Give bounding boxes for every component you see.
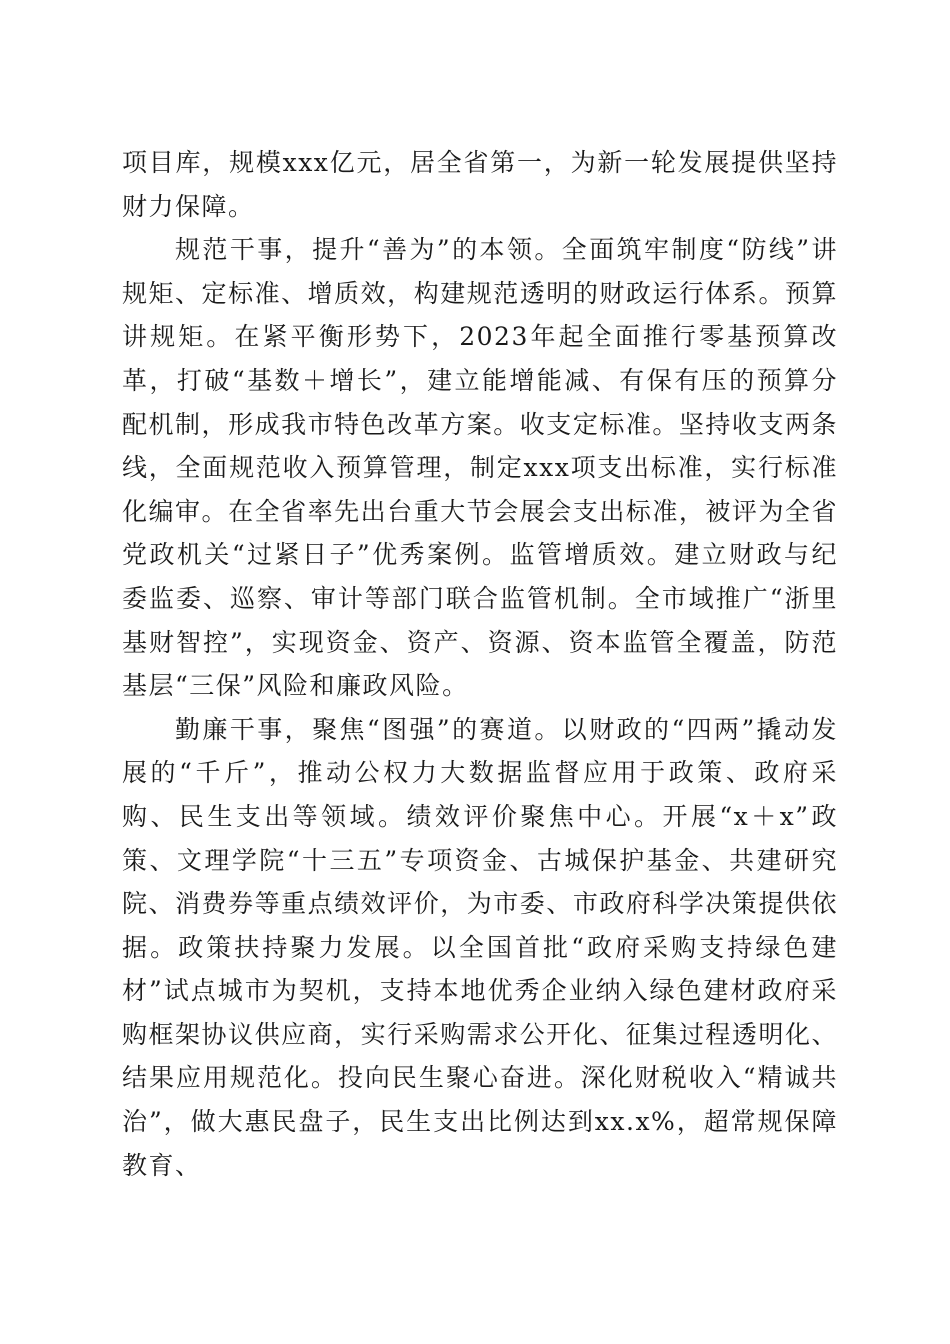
document-body	[122, 141, 838, 1187]
paragraph-diligent-work: 勤廉干事，聚焦“图强”的赛道。以财政的“四两”撬动发展的“千斤”，推动公权力大数据监督应用于政策、政府采购、民生支出等领域。绩效评价聚焦中心。开展“x＋x”政策、文理学院“十三五”专项资金、古城保护基金、共建研究院、消费券等重点绩效评价，为市委、市政府科学决策提供依据。政策扶持聚力发展。以全国首批“政府采购支持绿色建材”试点城市为契机，支持本地优秀企业纳入绿色建材政府采购框架协议供应商，实行采购需求公开化、征集过程透明化、结果应用规范化。投向民生聚心奋进。深化财税收入“精诚共治”，做大惠民盘子，民生支出比例达到xx.x%，超常规保障教育、	[122, 714, 839, 1180]
paragraph-standardized-work: 规范干事，提升“善为”的本领。全面筑牢制度“防线”讲规矩、定标准、增质效，构建规范透明的财政运行体系。预算讲规矩。在紧平衡形势下，2023年起全面推行零基预算改革，打破“基数＋增长”，建立能增能减、有保有压的预算分配机制，形成我市特色改革方案。收支定标准。坚持收支两条线，全面规范收入预算管理，制定xxx项支出标准，实行标准化编审。在全省率先出台重大节会展会支出标准，被评为全省党政机关“过紧日子”优秀案例。监管增质效。建立财政与纪委监委、巡察、审计等部门联合监管机制。全市域推广“浙里基财智控”，实现资金、资产、资源、资本监管全覆盖，防范基层“三保”风险和廉政风险。	[122, 235, 839, 701]
paragraph-continuation: 项目库，规模xxx亿元，居全省第一，为新一轮发展提供坚持财力保障。	[122, 148, 838, 221]
